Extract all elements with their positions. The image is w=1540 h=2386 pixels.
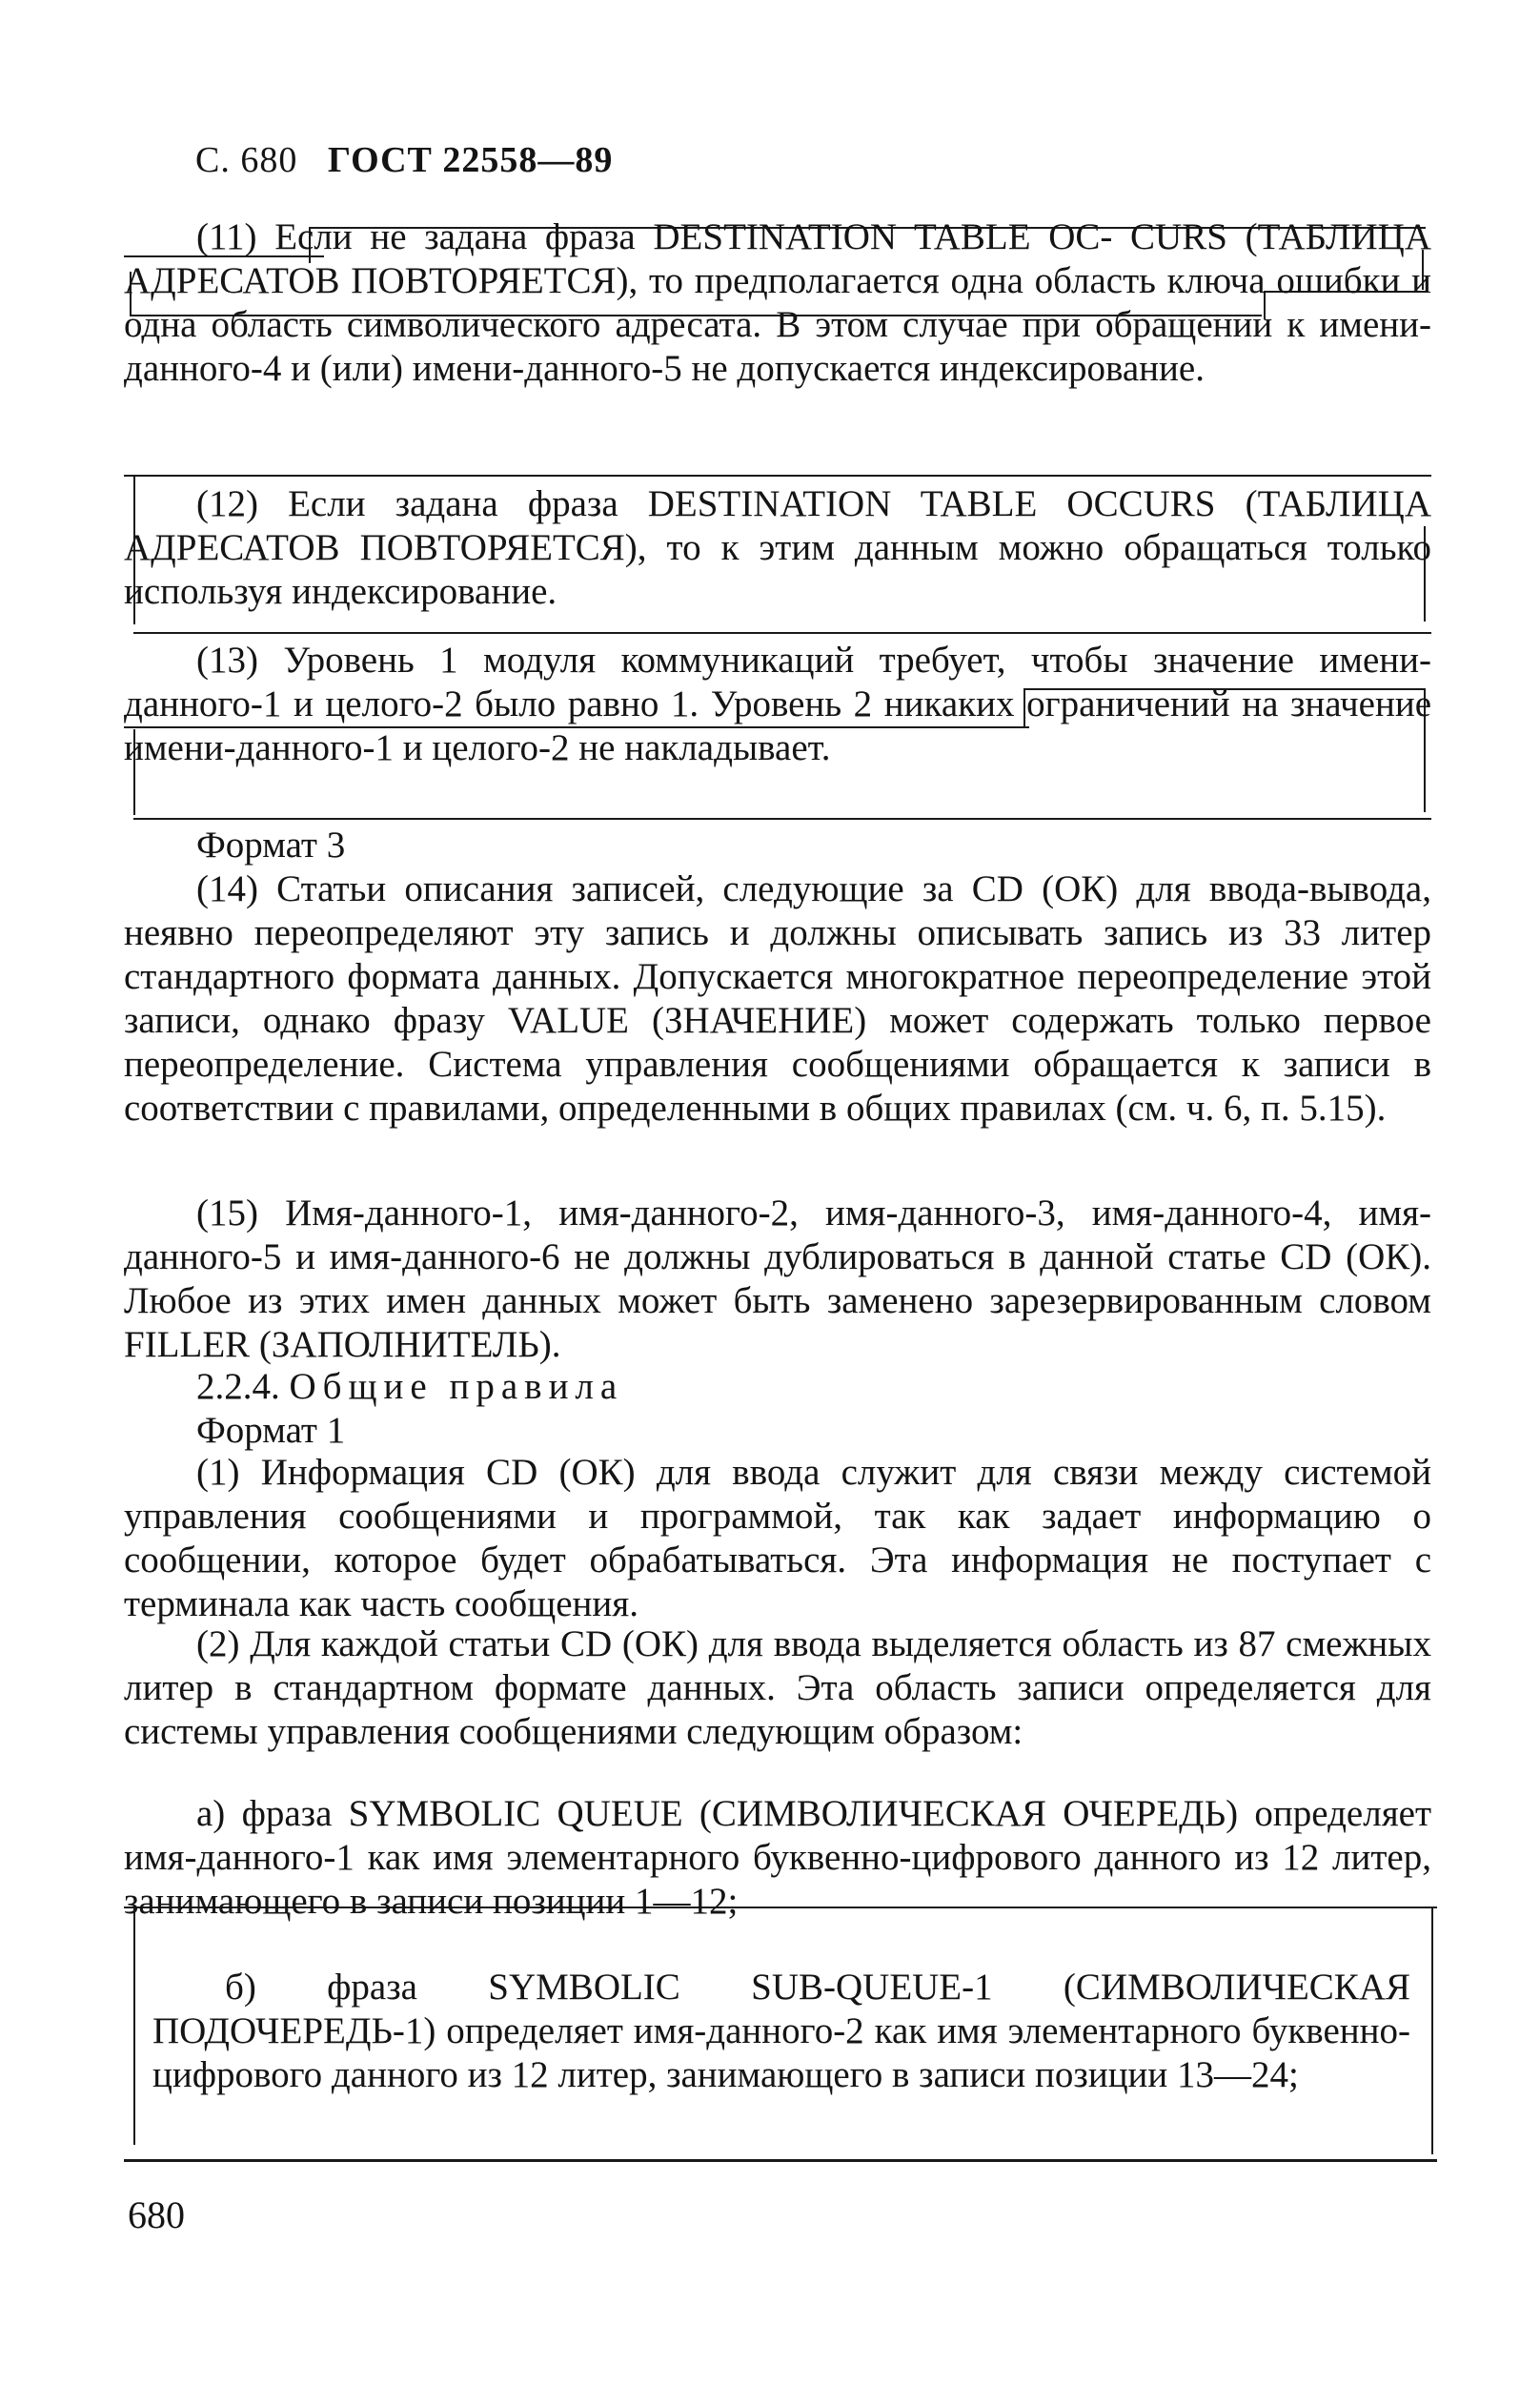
paragraph-12: (12) Если задана фраза DESTINATION TABLE OCCURS (ТАБЛИЦА АДРЕСАТОВ ПОВТОРЯЕТСЯ), то к этим данным можно обращаться только используя индексирование.	[124, 483, 1431, 612]
standard-id: ГОСТ 22558—89	[327, 140, 614, 180]
page-ref: С. 680	[195, 140, 298, 180]
section-heading	[124, 1365, 1431, 1409]
paragraph-1: (1) Информация CD (ОК) для ввода служит для связи между системой управления сообщениями и программой, так как задает информацию о сообщении, которое будет обрабатываться. Эта информация не поступает с терминала как часть сообщения.	[124, 1452, 1431, 1624]
item-a: а) фраза SYMBOLIC QUEUE (СИМВОЛИЧЕСКАЯ ОЧЕРЕДЬ) определяет имя-данного-1 как имя элементарного буквенно-цифрового данного из 12 литер, занимающего в записи позиции 1—12;	[124, 1793, 1431, 1922]
section-number: 2.2.4.	[196, 1366, 280, 1407]
format-3-heading: Формат 3	[196, 825, 346, 866]
page-number: 680	[128, 2193, 185, 2236]
page-header	[195, 139, 613, 181]
change-mark	[133, 1907, 135, 2145]
paragraph-15: (15) Имя-данного-1, имя-данного-2, имя-данного-3, имя-данного-4, имя-данного-5 и имя-данного-6 не должны дублироваться в данной статье CD (ОК). Любое из этих имен данных может быть заменено зарезервированным словом FILLER (ЗАПОЛНИТЕЛЬ).	[124, 1193, 1431, 1365]
change-mark	[133, 632, 1431, 634]
paragraph-13: (13) Уровень 1 модуля коммуникаций требует, чтобы значение имени-данного-1 и целого-2 было равно 1. Уровень 2 никаких ограничений на значение имени-данного-1 и целого-2 не накладывает.	[124, 640, 1431, 768]
change-mark	[1431, 1907, 1433, 2154]
section-title: Общие правила	[289, 1366, 624, 1407]
paragraph-2: (2) Для каждой статьи CD (ОК) для ввода выделяется область из 87 смежных литер в стандартном формате данных. Эта область записи определяется для системы управления сообщениями следующим образом:	[124, 1623, 1431, 1752]
paragraph-11: (11) Если не задана фраза DESTINATION TABLE OC- CURS (ТАБЛИЦА АДРЕСАТОВ ПОВТОРЯЕТСЯ), то предполагается одна область ключа ошибки и одна область символического адресата. В этом случае при обращении к имени-данного-4 и (или) имени-данного-5 не допускается индексирование.	[124, 216, 1431, 389]
format-1-heading: Формат 1	[196, 1410, 346, 1451]
paragraph-14: (14) Статьи описания записей, следующие за CD (ОК) для ввода-вывода, неявно переопределяют эту запись и должны описывать запись из 33 литер стандартного формата данных. Допускается многократное переопределение этой записи, однако фразу VALUE (ЗНАЧЕНИЕ) может содержать только первое переопределение. Система управления сообщениями обращается к записи в соответствии с правилами, определенными в общих правилах (см. ч. 6, п. 5.15).	[124, 868, 1431, 1129]
change-mark	[124, 475, 1431, 477]
footer-rule	[124, 2159, 1437, 2162]
item-b: б) фраза SYMBOLIC SUB-QUEUE-1 (СИМВОЛИЧЕСКАЯ ПОДОЧЕРЕДЬ-1) определяет имя-данного-2 как имя элементарного буквенно-цифрового данного из 12 литер, занимающего в записи позиции 13—24;	[152, 1967, 1410, 2095]
change-mark	[133, 818, 1431, 820]
